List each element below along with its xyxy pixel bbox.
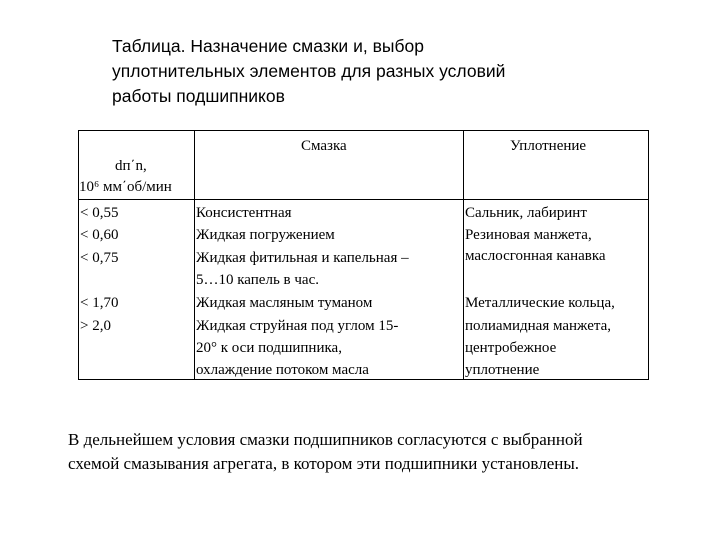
- paragraph-line: В дельнейшем условия смазки подшипников согласуются с выбранной: [68, 430, 583, 449]
- column-divider: [463, 131, 464, 379]
- lubrication-table: [78, 130, 649, 380]
- lubrication-line: Жидкая струйная под углом 15-: [196, 318, 399, 334]
- header-sealing: Уплотнение: [510, 138, 587, 154]
- sealing-line: Металлические кольца,: [465, 295, 615, 311]
- header-speed-line1: dп΄n,: [115, 158, 147, 174]
- lubrication-line: 5…10 капель в час.: [196, 272, 319, 288]
- lubrication-line: Жидкая фитильная и капельная –: [196, 250, 409, 266]
- header-speed-line2: 10⁶ мм΄об/мин: [79, 179, 172, 195]
- header-lubrication: Смазка: [301, 138, 347, 154]
- speed-value: < 1,70: [80, 295, 119, 311]
- lubrication-line: Жидкая масляным туманом: [196, 295, 373, 311]
- sealing-line: полиамидная манжета,: [465, 318, 612, 334]
- column-divider: [194, 131, 195, 379]
- caption-line: работы подшипников: [112, 86, 285, 106]
- speed-value: < 0,60: [80, 227, 119, 243]
- sealing-line: уплотнение: [465, 362, 540, 378]
- speed-value: > 2,0: [80, 318, 111, 334]
- caption-line: Таблица. Назначение смазки и, выбор: [112, 36, 424, 56]
- caption-line: уплотнительных элементов для разных условий: [112, 61, 506, 81]
- sealing-line: центробежное: [465, 340, 557, 356]
- speed-value: < 0,55: [80, 205, 119, 221]
- lubrication-line: 20° к оси подшипника,: [196, 340, 342, 356]
- body-paragraph: [68, 428, 708, 476]
- paragraph-line: схемой смазывания агрегата, в котором эти подшипники установлены.: [68, 454, 580, 473]
- sealing-line: Сальник, лабиринт: [465, 205, 587, 221]
- lubrication-line: охлаждение потоком масла: [196, 362, 369, 378]
- lubrication-line: Консистентная: [196, 205, 292, 221]
- lubrication-line: Жидкая погружением: [196, 227, 335, 243]
- sealing-line: маслосгонная канавка: [465, 248, 606, 264]
- table-caption: [112, 34, 592, 109]
- sealing-line: Резиновая манжета,: [465, 227, 592, 243]
- speed-value: < 0,75: [80, 250, 119, 266]
- header-divider: [79, 199, 648, 200]
